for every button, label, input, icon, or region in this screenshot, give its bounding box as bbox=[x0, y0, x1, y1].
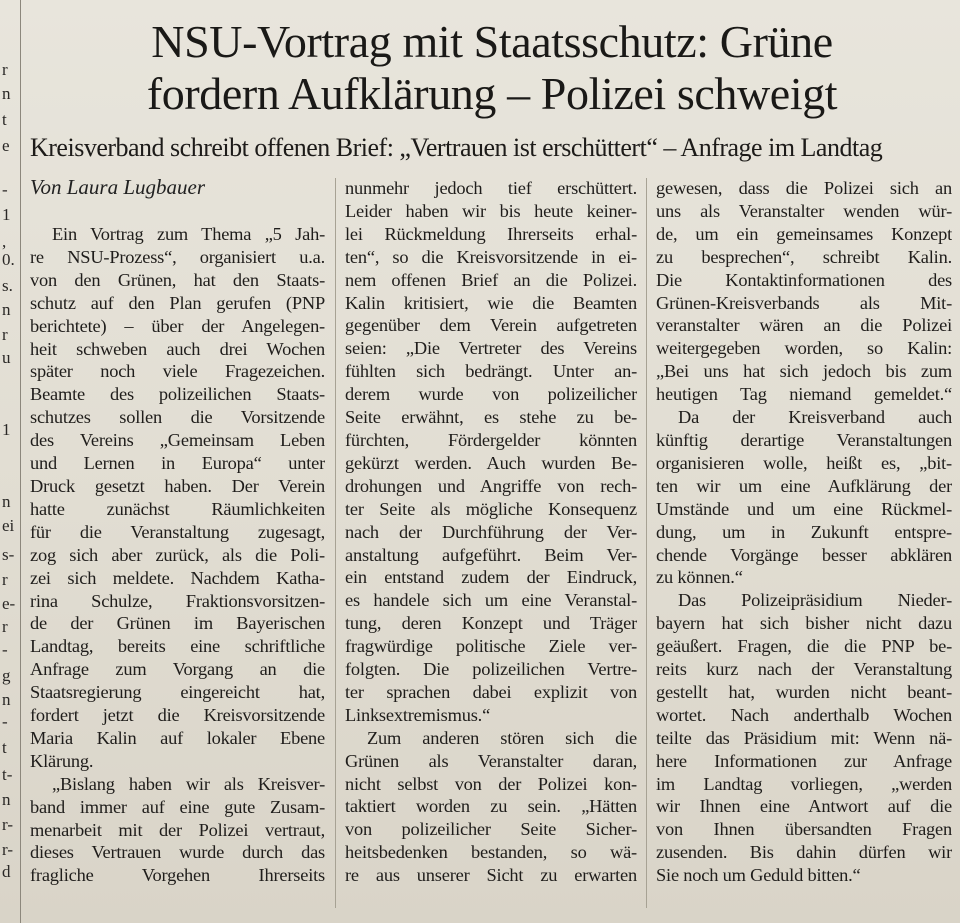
text-line: seien: „Die Vertreter des Vereins bbox=[345, 338, 637, 359]
edge-fragment: - bbox=[2, 712, 8, 731]
text-line: dieses Vertrauen wurde durch das bbox=[30, 842, 325, 863]
text-line: Die Kontaktinformationen des bbox=[656, 269, 952, 290]
text-line: zog sich aber zurück, als die Poli- bbox=[30, 544, 325, 565]
text-line: Maria Kalin auf lokaler Ebene bbox=[30, 727, 325, 748]
text-line: folgten. Die polizeilichen Vertre- bbox=[345, 659, 637, 680]
text-line: Grünen-Kreisverbands als Mit- bbox=[656, 292, 952, 313]
adjacent-column-fragment bbox=[0, 0, 22, 923]
edge-fragment: e- bbox=[2, 594, 16, 613]
text-line: Grünen als Veranstalter daran, bbox=[345, 750, 637, 771]
article-column-3 bbox=[656, 177, 952, 887]
text-line: here Informationen zur Anfrage bbox=[656, 750, 952, 771]
text-line: organisieren wolle, heißt es, „bit- bbox=[656, 452, 952, 473]
text-line: de der Grünen im Bayerischen bbox=[30, 613, 325, 634]
text-line: von Ihnen übersandten Fragen bbox=[656, 819, 952, 840]
text-line: hatte zunächst Räumlichkeiten bbox=[30, 498, 325, 519]
column-divider bbox=[646, 178, 647, 908]
edge-fragment: r- bbox=[2, 840, 13, 859]
edge-fragment: s- bbox=[2, 545, 15, 564]
text-line: uns als Veranstalter wenden wür- bbox=[656, 200, 952, 221]
text-line: derem wurde von polizeilicher bbox=[345, 384, 637, 405]
text-line: ten“, so die Kreisvorsitzende in ei- bbox=[345, 246, 637, 267]
text-line: zusenden. Bis dahin dürfen wir bbox=[656, 842, 952, 863]
text-line: für die Veranstaltung zugesagt, bbox=[30, 521, 325, 542]
text-line: bayern hat sich bisher nicht dazu bbox=[656, 613, 952, 634]
text-line: fühlten sich bedrängt. Unter an- bbox=[345, 361, 637, 382]
headline-line-2: fordern Aufklärung – Polizei schweigt bbox=[146, 68, 838, 119]
text-line: heutigen Tag niemand gemeldet.“ bbox=[656, 384, 952, 405]
edge-fragment: r bbox=[2, 325, 8, 344]
text-line: gestellt hat, wurden nicht beant- bbox=[656, 681, 952, 702]
text-line: schutz auf den Plan gerufen (PNP bbox=[30, 292, 325, 313]
edge-fragment: s. bbox=[2, 276, 13, 295]
text-line: Klärung. bbox=[30, 750, 94, 771]
article-column-2 bbox=[345, 177, 637, 887]
text-line: „Bislang haben wir als Kreisver- bbox=[52, 773, 325, 794]
text-line: berichtete) – über der Angelegen- bbox=[30, 315, 325, 336]
text-line: geäußert. Fragen, die die PNP be- bbox=[656, 636, 952, 657]
edge-fragment: n bbox=[2, 84, 11, 103]
text-line: Beamte des polizeilichen Staats- bbox=[30, 384, 325, 405]
text-line: rina Schulze, Fraktionsvorsitzen- bbox=[30, 590, 325, 611]
text-line: schutzes sollen die Vorsitzende bbox=[30, 407, 325, 428]
text-line: Druck gesetzt haben. Der Verein bbox=[30, 475, 325, 496]
edge-fragment: n bbox=[2, 492, 11, 511]
article-column-1 bbox=[30, 223, 325, 887]
edge-fragment: 1 bbox=[2, 420, 11, 439]
text-line: re aus unserer Sicht zu erwarten bbox=[345, 865, 637, 886]
text-line: ten wir um eine Aufklärung der bbox=[656, 475, 952, 496]
text-line: Ein Vortrag zum Thema „5 Jah- bbox=[52, 224, 325, 244]
edge-fragment: r bbox=[2, 570, 8, 589]
edge-fragment: r bbox=[2, 60, 8, 79]
edge-fragment: d bbox=[2, 862, 11, 881]
text-line: menarbeit mit der Polizei vertraut, bbox=[30, 819, 325, 840]
text-line: nunmehr jedoch tief erschüttert. bbox=[345, 178, 637, 198]
edge-fragment: n bbox=[2, 690, 11, 709]
text-line: zu können.“ bbox=[656, 567, 743, 588]
text-line: Kalin kritisiert, wie die Beamten bbox=[345, 292, 637, 313]
text-line: Seite erwähnt, es stehe zu be- bbox=[345, 407, 637, 428]
text-line: drohungen und Angriffe von rech- bbox=[345, 475, 637, 496]
text-line: anstaltung aufgeführt. Beim Ver- bbox=[345, 544, 637, 565]
text-line: nem offenen Brief an die Polizei. bbox=[345, 269, 637, 290]
text-line: nicht selbst von der Polizei kon- bbox=[345, 773, 637, 794]
text-line: fordert jetzt die Kreisvorsitzende bbox=[30, 705, 325, 726]
text-line: ter Seite als mögliche Konsequenz bbox=[345, 498, 637, 519]
edge-fragment: e bbox=[2, 136, 10, 155]
text-line: „Bei uns hat sich jedoch bis zum bbox=[656, 361, 952, 382]
column-divider bbox=[335, 178, 336, 908]
text-line: veranstalter wären an die Polizei bbox=[656, 315, 952, 336]
edge-fragment: 0. bbox=[2, 250, 15, 269]
edge-fragment: t bbox=[2, 110, 7, 129]
text-line: fragliche Vorgehen Ihrerseits bbox=[30, 865, 325, 886]
text-line: weitergegeben worden, so Kalin: bbox=[656, 338, 952, 359]
edge-fragment: t bbox=[2, 738, 7, 757]
edge-fragment: 1 bbox=[2, 205, 11, 224]
text-line: chende Vorgänge besser abklären bbox=[656, 544, 952, 565]
edge-fragment: r- bbox=[2, 815, 13, 834]
text-line: wir Ihnen eine Antwort auf die bbox=[656, 796, 952, 817]
text-line: zei sich meldete. Nachdem Katha- bbox=[30, 567, 325, 588]
edge-fragment: - bbox=[2, 180, 8, 199]
text-line: gekürzt werden. Auch wurden Be- bbox=[345, 452, 637, 473]
text-line: reits kurz nach der Veranstaltung bbox=[656, 659, 952, 680]
text-line: taktiert worden zu sein. „Hätten bbox=[345, 796, 637, 817]
text-line: später noch viele Fragezeichen. bbox=[30, 361, 325, 382]
text-line: Leider haben wir bis heute keiner- bbox=[345, 200, 637, 221]
text-line: heit schweben auch drei Wochen bbox=[30, 338, 325, 359]
text-line: Landtag, bereits eine schriftliche bbox=[30, 636, 325, 657]
text-line: teilte das Präsidium mit: Wenn nä- bbox=[656, 727, 952, 748]
text-line: von polizeilicher Seite Sicher- bbox=[345, 819, 637, 840]
text-line: Linksextremismus.“ bbox=[345, 704, 491, 725]
edge-fragment: t- bbox=[2, 765, 13, 784]
edge-fragment: u bbox=[2, 348, 11, 367]
edge-fragment: , bbox=[2, 232, 7, 251]
edge-fragment: g bbox=[2, 666, 11, 685]
text-line: Anfrage zum Vorgang an die bbox=[30, 659, 325, 680]
edge-fragment: - bbox=[2, 640, 8, 659]
text-line: lei Rückmeldung Ihrerseits erhal- bbox=[345, 223, 637, 244]
text-line: im Landtag vorliegen, „werden bbox=[656, 773, 952, 794]
text-line: dung, um in Zukunft entspre- bbox=[656, 521, 952, 542]
text-line: de, um ein gemeinsames Konzept bbox=[656, 223, 952, 244]
text-line: Umstände und um eine Rückmel- bbox=[656, 498, 952, 519]
text-line: es handele sich um eine Veranstal- bbox=[345, 590, 637, 611]
text-line: Staatsregierung eingereicht hat, bbox=[30, 682, 325, 703]
edge-fragment: ei bbox=[2, 516, 15, 535]
text-line: Das Polizeipräsidium Nieder- bbox=[678, 590, 952, 611]
column-divider bbox=[20, 0, 21, 923]
headline-line-1: NSU-Vortrag mit Staatsschutz: Grüne bbox=[151, 16, 833, 67]
text-line: nach der Durchführung der Ver- bbox=[345, 521, 637, 542]
edge-fragment: n bbox=[2, 300, 11, 319]
byline: Von Laura Lugbauer bbox=[30, 175, 206, 199]
text-line: Zum anderen stören sich die bbox=[367, 727, 637, 748]
headline bbox=[24, 16, 960, 120]
text-line: und Lernen in Europa“ unter bbox=[30, 453, 325, 474]
text-line: band immer auf eine gute Zusam- bbox=[30, 796, 325, 817]
text-line: Da der Kreisverband auch bbox=[678, 407, 952, 428]
text-line: fragwürdige politische Ziele ver- bbox=[345, 636, 637, 657]
text-line: gewesen, dass die Polizei sich an bbox=[656, 178, 952, 198]
text-line: re NSU-Prozess“, organisiert u.a. bbox=[30, 246, 325, 267]
text-line: heitsbedenken bestanden, so wä- bbox=[345, 842, 637, 863]
subheadline: Kreisverband schreibt offenen Brief: „Vertrauen ist erschüttert“ – Anfrage im Landtag bbox=[30, 133, 883, 162]
text-line: Sie noch um Geduld bitten.“ bbox=[656, 865, 861, 886]
text-line: tung, deren Konzept und Träger bbox=[345, 613, 637, 634]
text-line: fürchten, Fördergelder könnten bbox=[345, 429, 637, 450]
edge-fragment: r bbox=[2, 617, 8, 636]
text-line: gegenüber dem Verein aufgetreten bbox=[345, 315, 637, 336]
text-line: wortet. Nach anderthalb Wochen bbox=[656, 704, 952, 725]
text-line: zu besprechen“, schreibt Kalin. bbox=[656, 246, 952, 267]
text-line: ein entstand zudem der Eindruck, bbox=[345, 567, 637, 588]
text-line: von den Grünen, hat den Staats- bbox=[30, 269, 325, 290]
text-line: künftig derartige Veranstaltungen bbox=[656, 429, 952, 450]
text-line: ter sprachen dabei explizit von bbox=[345, 681, 637, 702]
edge-fragment: n bbox=[2, 790, 11, 809]
text-line: des Vereins „Gemeinsam Leben bbox=[30, 430, 325, 451]
